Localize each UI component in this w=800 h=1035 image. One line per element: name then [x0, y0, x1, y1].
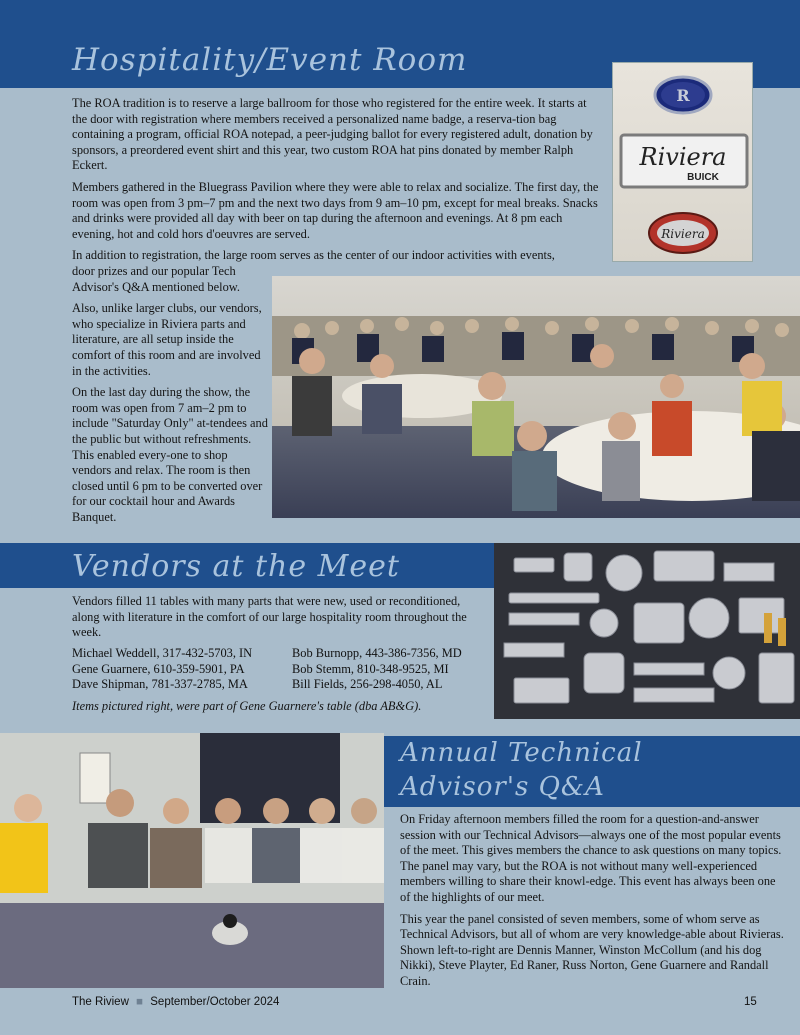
hospitality-paragraph-2: Members gathered in the Bluegrass Pavilion where they were able to relax and socialize. The first day, the room was open from 3 pm–7 pm and the next two days from 9 am–10 pm, except for meal breaks. Snacks and drinks were provided all day with beer on tap during the afternoon and evenings. At 8 pm each evening, hot and cold hors d'oeuvres are served. — [72, 179, 599, 241]
footer-issue: September/October 2024 — [150, 996, 280, 1008]
vendor-entry: Gene Guarnere, 610-359-5901, PA — [72, 661, 245, 676]
pin3-script: Riviera — [661, 227, 705, 241]
hat-pins-illustration — [613, 63, 754, 263]
hospitality-paragraph-4: Also, unlike larger clubs, our vendors, who specialize in Riviera parts and literature, are all setup inside the comfort of this room and are involved in the activities. — [72, 301, 262, 378]
vendors-intro: Vendors filled 11 tables with many parts that were new, used or reconditioned, along with literature in the comfort of our large hospitality room throughout the week. — [72, 594, 467, 640]
hospitality-body — [72, 96, 600, 264]
hospitality-paragraph-1: The ROA tradition is to reserve a large ballroom for those who registered for the entire week. It starts at the door with registration where members received a personalized name badge, a reserva-tion bag containing a program, official ROA notepad, a peer-judging ballot for every registered adult, donation by sponsors, a preordered event shirt and this year, two custom ROA hat pins donated by member Ralph Eckert. — [72, 96, 593, 173]
qa-title-line2: Advisor's Q&A — [400, 772, 605, 802]
qa-paragraph-1: On Friday afternoon members filled the room for a question-and-answer session with our Technical Advisors—always one of the most popular events of the meet. This gives members the chance to ask questions on many topics. The panel may vary, but the ROA is not without many well-experienced members willing to share their knowl-edge. This event has always been one of the highlights of our meet. — [400, 812, 782, 904]
hospitality-paragraph-3a: In addition to registration, the large room serves as the center of our indoor activities with events, — [72, 248, 555, 263]
vendors-title: Vendors at the Meet — [72, 549, 400, 584]
panel-photo — [0, 733, 384, 988]
qa-title-line1: Annual Technical — [400, 738, 643, 768]
ballroom-photo — [272, 276, 800, 518]
qa-body — [400, 812, 788, 996]
vendor-entry: Dave Shipman, 781-337-2785, MA — [72, 677, 248, 692]
footer-separator: ■ — [136, 996, 144, 1008]
vendors-list-right — [292, 646, 492, 693]
hospitality-body-narrow — [72, 264, 268, 532]
page-number: 15 — [744, 996, 757, 1008]
pin2-sub: BUICK — [687, 172, 719, 183]
svg-text:R: R — [676, 86, 690, 105]
hospitality-paragraph-3b: door prizes and our popular Tech Advisor's Q&A mentioned below. — [72, 264, 240, 294]
footer — [72, 996, 279, 1008]
vendor-entry: Bob Stemm, 810-348-9525, MI — [292, 661, 449, 676]
vendors-list-left — [72, 646, 292, 693]
vendor-entry: Bill Fields, 256-298-4050, AL — [292, 677, 443, 692]
parts-table-photo — [494, 543, 800, 719]
hospitality-title: Hospitality/Event Room — [72, 42, 468, 78]
hat-pins-photo — [612, 62, 753, 262]
footer-publication: The Riview — [72, 996, 129, 1008]
vendor-entry: Michael Weddell, 317-432-5703, IN — [72, 646, 253, 660]
vendors-caption: Items pictured right, were part of Gene Guarnere's table (dba AB&G). — [72, 699, 422, 713]
qa-paragraph-2: This year the panel consisted of seven members, some of whom serve as Technical Advisors, but all of whom are very knowledge-able about Rivieras. Shown left-to-right are Dennis Manner, Winston McCollum (and his dog Nikki), Steve Playter, Ed Raner, Russ Norton, Gene Guarnere and Randall Crain. — [400, 911, 784, 988]
vendor-entry: Bob Burnopp, 443-386-7356, MD — [292, 646, 462, 660]
qa-header-band — [384, 736, 800, 807]
pin2-script: Riviera — [639, 143, 727, 171]
hospitality-paragraph-5: On the last day during the show, the room was open from 7 am–2 pm to include "Saturday Only" at-tendees and the public but without refreshments. This enabled every-one to shop vendors and relax. The room is then closed until 6 pm to be converted over for our cocktail hour and Awards Banquet. — [72, 385, 268, 524]
